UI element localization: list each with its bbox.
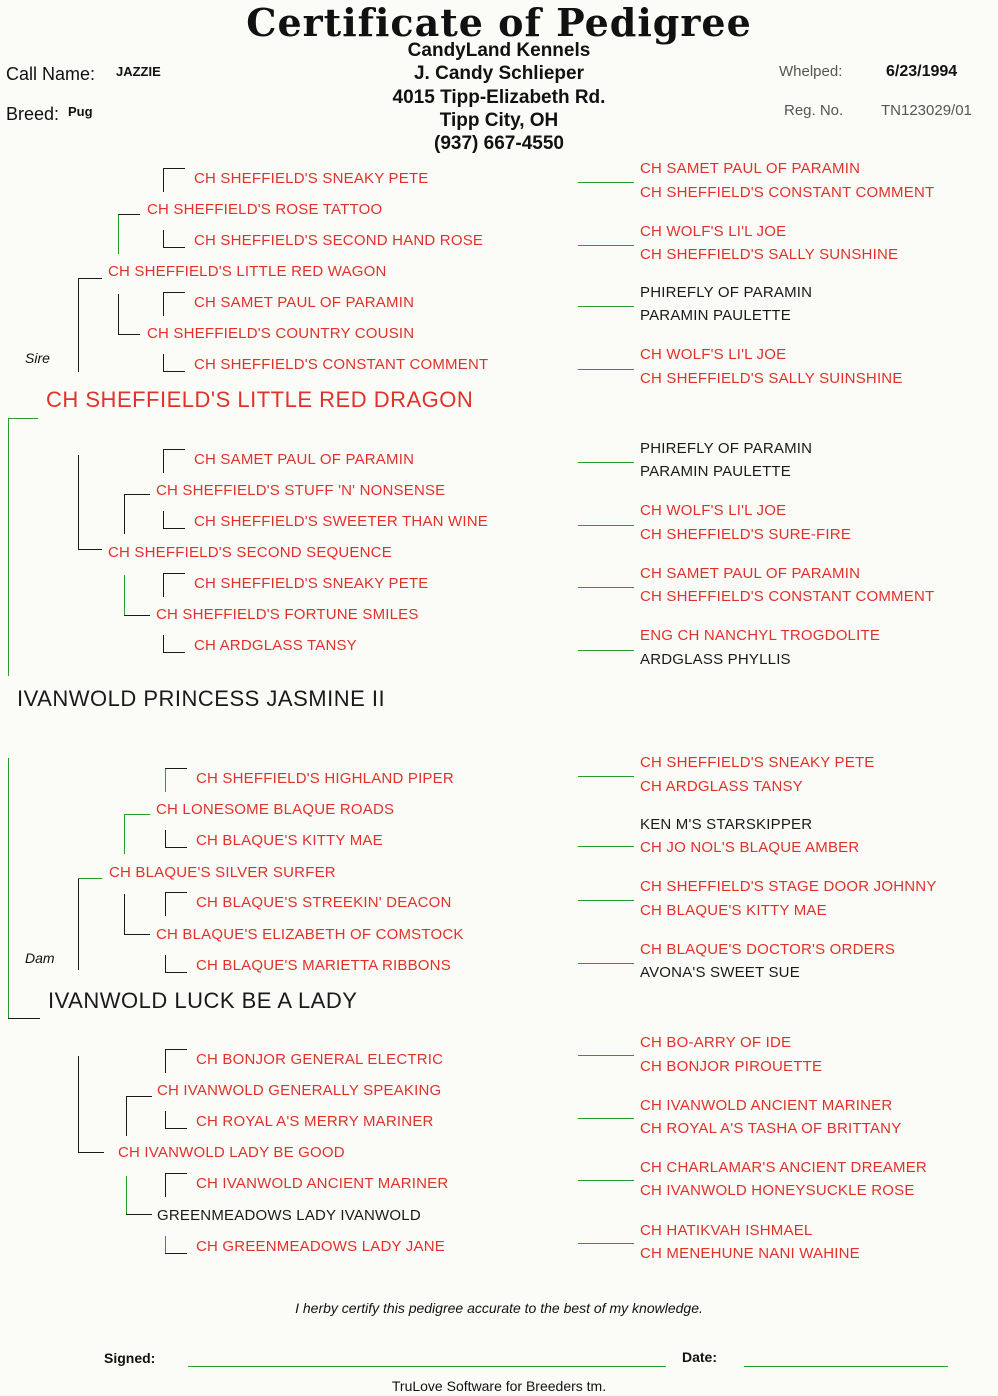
- gen5-5-dam: PARAMIN PAULETTE: [640, 463, 792, 480]
- gen5-2-dam: CH SHEFFIELD'S SALLY SUNSHINE: [640, 246, 899, 263]
- gen5-10-dam: CH JO NOL'S BLAQUE AMBER: [640, 839, 860, 856]
- gen5-10-sire: KEN M'S STARSKIPPER: [640, 816, 813, 833]
- ancestor-sd-dd: CH ARDGLASS TANSY: [194, 637, 357, 654]
- ancestor-dd-ss: CH BONJOR GENERAL ELECTRIC: [196, 1051, 444, 1068]
- gen5-15-sire: CH CHARLAMAR'S ANCIENT DREAMER: [640, 1159, 927, 1176]
- whelped-label: Whelped:: [779, 63, 843, 80]
- ancestor-ss-dd: CH SHEFFIELD'S CONSTANT COMMENT: [194, 356, 489, 373]
- gen5-1-dam: CH SHEFFIELD'S CONSTANT COMMENT: [640, 184, 935, 201]
- gen5-4-sire: CH WOLF'S LI'L JOE: [640, 346, 787, 363]
- gen5-8-dam: ARDGLASS PHYLLIS: [640, 651, 791, 668]
- ancestor-ss-ss: CH SHEFFIELD'S SNEAKY PETE: [194, 170, 429, 187]
- call-name-label: Call Name:: [6, 64, 96, 84]
- gen5-5-sire: PHIREFLY OF PARAMIN: [640, 440, 813, 457]
- ancestor-dss: CH LONESOME BLAQUE ROADS: [156, 801, 395, 818]
- ancestor-sds: CH SHEFFIELD'S STUFF 'N' NONSENSE: [156, 482, 446, 499]
- gen5-3-dam: PARAMIN PAULETTE: [640, 307, 792, 324]
- ancestor-ss: CH SHEFFIELD'S LITTLE RED WAGON: [108, 263, 387, 280]
- ancestor-sd-ss: CH SAMET PAUL OF PARAMIN: [194, 451, 415, 468]
- ancestor-dsd: CH BLAQUE'S ELIZABETH OF COMSTOCK: [156, 926, 464, 943]
- kennel-address: 4015 Tipp-Elizabeth Rd.: [392, 87, 606, 108]
- kennel-phone: (937) 667-4550: [434, 133, 564, 154]
- gen5-6-sire: CH WOLF'S LI'L JOE: [640, 502, 787, 519]
- gen5-12-sire: CH BLAQUE'S DOCTOR'S ORDERS: [640, 941, 896, 958]
- ancestor-ds: CH BLAQUE'S SILVER SURFER: [109, 864, 336, 881]
- gen5-13-dam: CH BONJOR PIROUETTE: [640, 1058, 823, 1075]
- gen5-11-dam: CH BLAQUE'S KITTY MAE: [640, 902, 827, 919]
- gen5-1-sire: CH SAMET PAUL OF PARAMIN: [640, 160, 861, 177]
- gen5-11-sire: CH SHEFFIELD'S STAGE DOOR JOHNNY: [640, 878, 937, 895]
- whelped-date: 6/23/1994: [886, 63, 958, 80]
- ancestor-ssd: CH SHEFFIELD'S COUNTRY COUSIN: [147, 325, 415, 342]
- ancestor-sss: CH SHEFFIELD'S ROSE TATTOO: [147, 201, 383, 218]
- sire-label: Sire: [25, 350, 50, 366]
- gen5-12-dam: AVONA'S SWEET SUE: [640, 964, 800, 981]
- kennel-city: Tipp City, OH: [439, 110, 559, 131]
- gen5-7-sire: CH SAMET PAUL OF PARAMIN: [640, 565, 861, 582]
- call-name-value: JAZZIE: [116, 64, 161, 79]
- ancestor-dd-sd: CH ROYAL A'S MERRY MARINER: [196, 1113, 434, 1130]
- gen5-9-sire: CH SHEFFIELD'S SNEAKY PETE: [640, 754, 875, 771]
- gen5-13-sire: CH BO-ARRY OF IDE: [640, 1034, 792, 1051]
- gen5-16-dam: CH MENEHUNE NANI WAHINE: [640, 1245, 860, 1262]
- breed-value: Pug: [68, 104, 93, 119]
- ancestor-dd-dd: CH GREENMEADOWS LADY JANE: [196, 1238, 445, 1255]
- certificate-title: Certificate of Pedigree: [246, 0, 752, 45]
- ancestor-ds-ss: CH SHEFFIELD'S HIGHLAND PIPER: [196, 770, 454, 787]
- ancestor-dd-ds: CH IVANWOLD ANCIENT MARINER: [196, 1175, 449, 1192]
- gen5-14-sire: CH IVANWOLD ANCIENT MARINER: [640, 1097, 893, 1114]
- gen5-9-dam: CH ARDGLASS TANSY: [640, 778, 803, 795]
- dam-label: Dam: [25, 950, 55, 966]
- date-line[interactable]: [744, 1366, 948, 1367]
- owner-name: J. Candy Schlieper: [413, 63, 584, 84]
- gen5-15-dam: CH IVANWOLD HONEYSUCKLE ROSE: [640, 1182, 915, 1199]
- ancestor-sd-ds: CH SHEFFIELD'S SNEAKY PETE: [194, 575, 429, 592]
- ancestor-dds: CH IVANWOLD GENERALLY SPEAKING: [157, 1082, 442, 1099]
- ancestor-ss-ds: CH SAMET PAUL OF PARAMIN: [194, 294, 415, 311]
- sire-name: CH SHEFFIELD'S LITTLE RED DRAGON: [46, 387, 474, 412]
- gen5-2-sire: CH WOLF'S LI'L JOE: [640, 223, 787, 240]
- gen5-4-dam: CH SHEFFIELD'S SALLY SUINSHINE: [640, 370, 903, 387]
- gen5-16-sire: CH HATIKVAH ISHMAEL: [640, 1222, 813, 1239]
- gen5-7-dam: CH SHEFFIELD'S CONSTANT COMMENT: [640, 588, 935, 605]
- gen5-14-dam: CH ROYAL A'S TASHA OF BRITTANY: [640, 1120, 902, 1137]
- signature-line[interactable]: [188, 1366, 666, 1367]
- gen5-3-sire: PHIREFLY OF PARAMIN: [640, 284, 813, 301]
- date-label: Date:: [682, 1349, 718, 1365]
- ancestor-ds-sd: CH BLAQUE'S KITTY MAE: [196, 832, 383, 849]
- breed-label: Breed:: [6, 104, 60, 124]
- reg-no-label: Reg. No.: [784, 102, 844, 119]
- ancestor-dd: CH IVANWOLD LADY BE GOOD: [118, 1144, 345, 1161]
- ancestor-ds-dd: CH BLAQUE'S MARIETTA RIBBONS: [196, 957, 451, 974]
- certification-statement: I herby certify this pedigree accurate to the best of my knowledge.: [295, 1300, 703, 1316]
- ancestor-sdd: CH SHEFFIELD'S FORTUNE SMILES: [156, 606, 419, 623]
- reg-no-value: TN123029/01: [881, 102, 972, 119]
- ancestor-ds-ds: CH BLAQUE'S STREEKIN' DEACON: [196, 894, 452, 911]
- gen5-6-dam: CH SHEFFIELD'S SURE-FIRE: [640, 526, 852, 543]
- ancestor-sd-sd: CH SHEFFIELD'S SWEETER THAN WINE: [194, 513, 489, 530]
- ancestor-ddd: GREENMEADOWS LADY IVANWOLD: [157, 1207, 421, 1224]
- ancestor-sd: CH SHEFFIELD'S SECOND SEQUENCE: [108, 544, 392, 561]
- dam-name: IVANWOLD LUCK BE A LADY: [48, 988, 358, 1013]
- signed-label: Signed:: [104, 1350, 156, 1366]
- gen5-8-sire: ENG CH NANCHYL TROGDOLITE: [640, 627, 881, 644]
- ancestor-ss-sd: CH SHEFFIELD'S SECOND HAND ROSE: [194, 232, 484, 249]
- kennel-name: CandyLand Kennels: [407, 40, 591, 61]
- subject-name: IVANWOLD PRINCESS JASMINE II: [17, 686, 386, 711]
- software-credit: TruLove Software for Breeders tm.: [391, 1378, 607, 1394]
